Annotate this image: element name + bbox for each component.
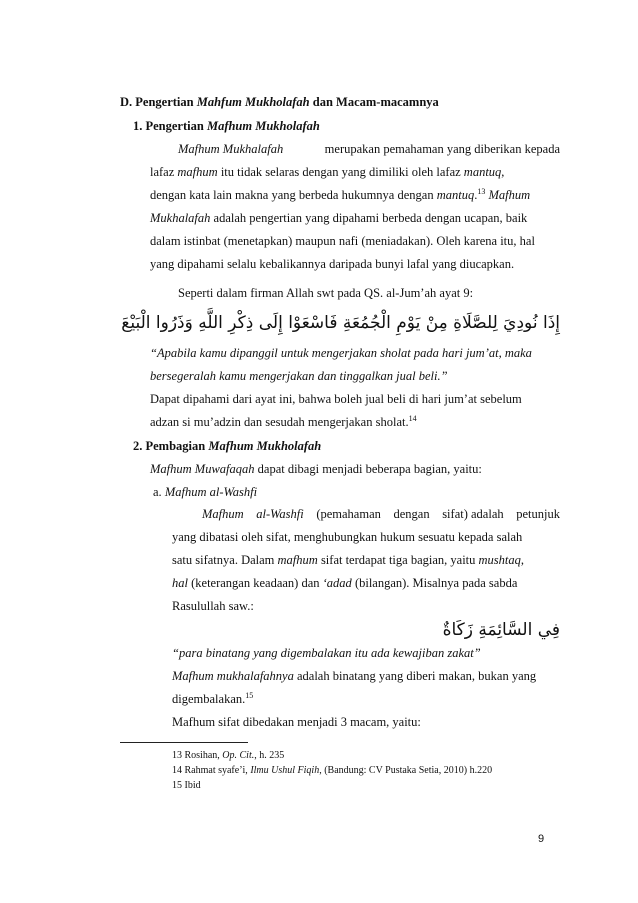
paragraph-1-line-6: yang dipahami selalu kebalikannya daripada bunyi lafal yang diucapkan. [150,257,515,271]
text: merupakan pemahaman yang diberikan kepada [324,142,560,156]
footnote-13 [172,749,284,762]
footnote-14 [172,764,492,777]
text: , [520,553,525,567]
page-number: 9 [538,833,545,845]
arabic-verse-1: إِذَا نُودِيَ لِلصَّلَاةِ مِنْ يَوْمِ الْجُمُعَةِ فَاسْعَوْا إِلَى ذِكْرِ اللَّهِ وَذَرُوا الْبَيْعَ [121,313,560,333]
text: sifat) adalah [442,507,504,521]
paragraph-1-line-4 [150,210,527,226]
list-marker: a. [153,485,165,499]
term-italic: mushtaq [478,553,521,567]
translation-1-line-1: “Apabila kamu dipanggil untuk mengerjakan sholat pada hari jum’at, maka [150,346,532,360]
term-italic: Mafhum mukhalafahnya [172,669,294,683]
paragraph-6-line-1 [172,668,536,684]
text: digembalakan. [172,692,246,706]
text: (pemahaman [316,507,381,521]
paragraph-5-line-1 [202,506,560,522]
term-italic: ‘adad [322,576,352,590]
text: , (Bandung: CV Pustaka Setia, 2010) h.220 [319,765,493,776]
paragraph-1-line-5: dalam istinbat (menetapkan) maupun nafi (meniadakan). Oleh karena itu, hal [150,234,535,248]
term-italic: al-Washfi [256,507,304,521]
term-italic: Mafhum [485,188,531,202]
translation-1-line-2: bersegeralah kamu mengerjakan dan tinggalkan jual beli.” [150,369,448,383]
paragraph-2: Seperti dalam firman Allah swt pada QS. al-Jum’ah ayat 9: [178,286,474,300]
subheading-1 [133,118,320,134]
term-italic: Mafhum Muwafaqah [150,462,255,476]
footnote-ref: 14 [408,413,417,423]
subheading-2 [133,438,321,454]
term-italic: Mukhalafah [150,211,211,225]
text: . [474,188,478,202]
paragraph-7: Mafhum sifat dibedakan menjadi 3 macam, yaitu: [172,715,421,729]
paragraph-1-line-1 [178,141,560,157]
heading-italic: Mahfum Mukholafah [196,95,310,109]
text: , h. 235 [254,750,285,761]
text: dapat dibagi menjadi beberapa bagian, yaitu: [254,462,482,476]
heading-text: D. Pengertian [120,95,197,109]
text: (keterangan keadaan) dan [187,576,323,590]
text: , [501,165,505,179]
text: adalah pengertian yang dipahami berbeda dengan ucapan, baik [210,211,528,225]
term-italic: Mafhum [202,507,244,521]
paragraph-5-line-4 [172,575,517,591]
subheading-a [153,484,257,500]
text: (bilangan). Misalnya pada sabda [351,576,518,590]
term-italic: mantuq [463,165,502,179]
footnote-divider [120,742,248,743]
paragraph-3-line-2 [150,414,417,430]
footnote-ref: 15 [245,690,254,700]
paragraph-4 [150,461,482,477]
text: adzan si mu’adzin dan sesudah mengerjakan sholat. [150,415,409,429]
paragraph-3-line-1: Dapat dipahami dari ayat ini, bahwa boleh jual beli di hari jum’at sebelum [150,392,522,406]
term-italic: Mafhum al-Washfi [164,485,258,499]
text: sifat terdapat tiga bagian, yaitu [317,553,479,567]
footnote-15: 15 Ibid [172,780,201,791]
translation-2: “para binatang yang digembalakan itu ada kewajiban zakat” [172,646,481,660]
text-italic: Op. Cit. [222,750,255,761]
subheading-italic: Mafhum Mukholafah [208,439,322,453]
paragraph-1-line-2 [150,164,504,180]
paragraph-5-line-2: yang dibatasi oleh sifat, menghubungkan hukum sesuatu kepada salah [172,530,523,544]
text: 14 Rahmat syafe’i, [172,765,251,776]
paragraph-6-line-2 [172,691,253,707]
paragraph-5-line-5: Rasulullah saw.: [172,599,254,613]
text: lafaz [150,165,178,179]
text: dengan kata lain makna yang berbeda hukumnya dengan [150,188,437,202]
term-italic: mafhum [277,553,318,567]
term-italic: hal [172,576,188,590]
text: dengan [393,507,430,521]
heading-text-end: dan Macam-macamnya [309,95,439,109]
text: 13 Rosihan, [172,750,223,761]
term-italic: mafhum [177,165,218,179]
text: satu sifatnya. Dalam [172,553,278,567]
term-italic: Mafhum Mukhalafah [178,142,284,156]
text: itu tidak selaras dengan yang dimiliki oleh lafaz [217,165,464,179]
subheading-text: 2. Pembagian [133,439,209,453]
paragraph-5-line-3 [172,552,524,568]
text: petunjuk [516,507,560,521]
paragraph-1-line-3 [150,187,530,203]
text-italic: Ilmu Ushul Fiqih [250,765,320,776]
section-heading-d [120,94,439,110]
subheading-text: 1. Pengertian [133,119,207,133]
subheading-italic: Mafhum Mukholafah [206,119,320,133]
footnote-ref: 13 [477,186,486,196]
text: adalah binatang yang diberi makan, bukan yang [293,669,537,683]
term-italic: mantuq [436,188,475,202]
arabic-hadith: فِي السَّائِمَةِ زَكَاةٌ [442,620,560,640]
